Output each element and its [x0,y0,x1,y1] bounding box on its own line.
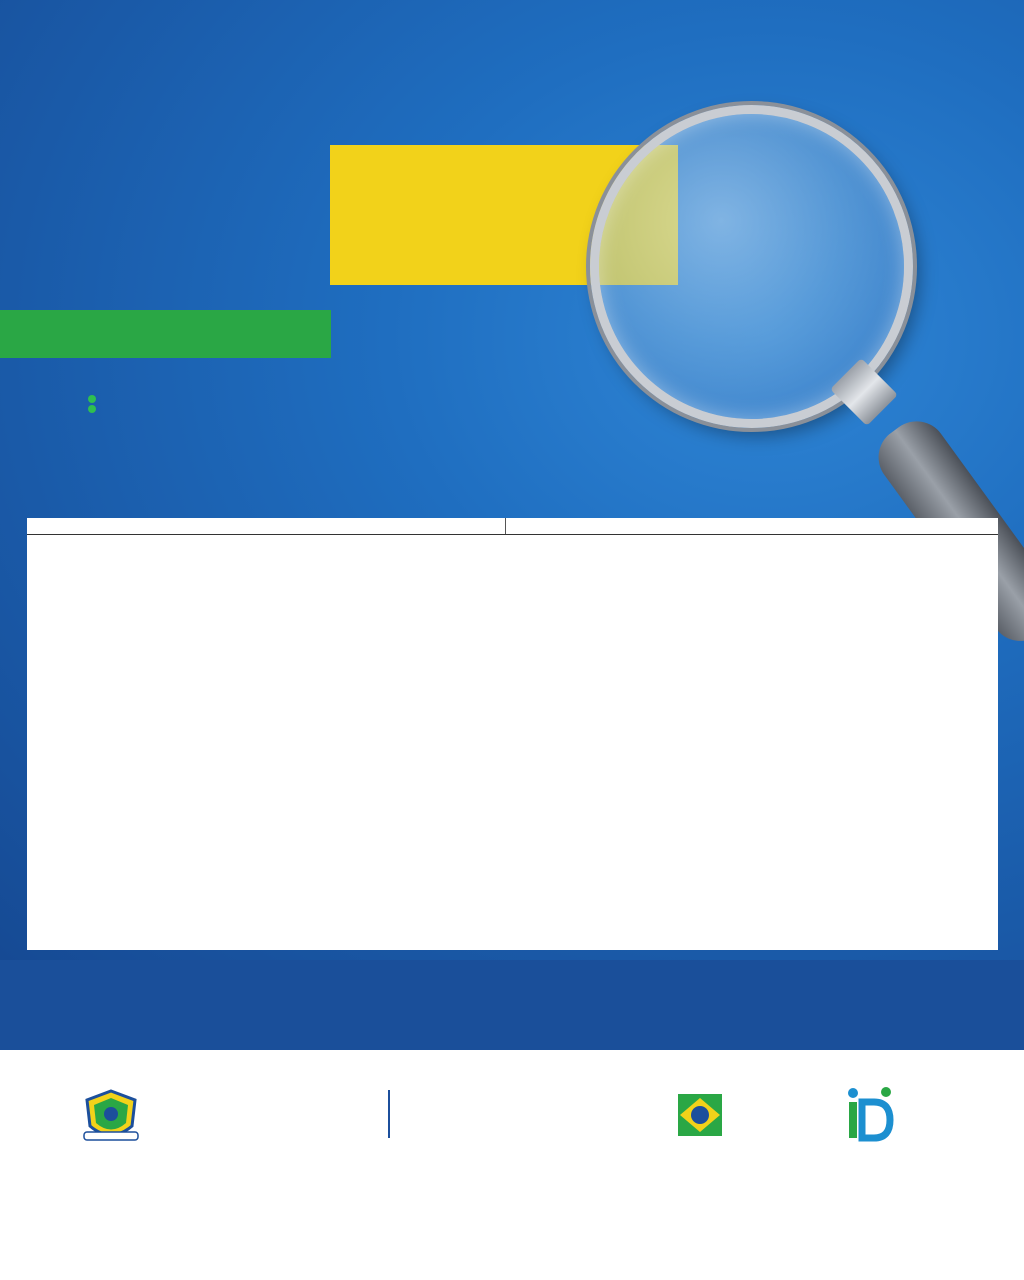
divider [388,1090,390,1138]
footer-logos [0,1050,1024,1280]
observations-banner [0,310,331,358]
observations-list [88,388,728,398]
header-funcao [27,518,506,535]
decorative-band [0,960,1024,1050]
bullet-icon [88,405,96,413]
crest-icon [80,1088,142,1146]
bullet-icon [88,395,96,403]
header-criterio [506,518,999,535]
band-bottom-row [0,1006,1024,1050]
band-top-row [0,960,1024,1006]
jobs-table [27,518,998,950]
sine-flag-icon [678,1094,722,1136]
idt-logo-icon [846,1086,894,1142]
table-header-row [27,518,998,535]
